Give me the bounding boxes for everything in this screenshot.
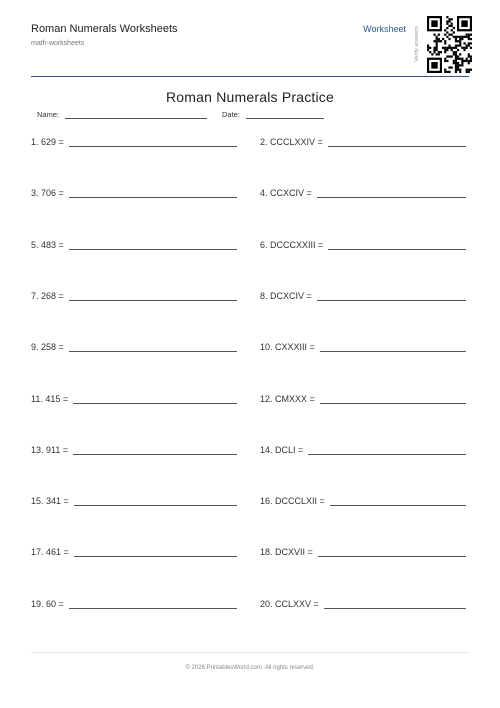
problem-text: 10. CXXXIII =	[260, 342, 315, 353]
problem-item	[260, 240, 466, 250]
answer-blank[interactable]	[320, 394, 466, 404]
footer-divider	[31, 652, 469, 653]
answer-blank[interactable]	[73, 394, 237, 404]
name-line[interactable]	[65, 110, 207, 119]
problem-text: 17. 461 =	[31, 547, 69, 558]
problem-text: 13. 911 =	[31, 444, 69, 455]
footer-copyright: © 2026 PrintablesWorld.com. All rights reserved.	[185, 665, 315, 671]
answer-blank[interactable]	[69, 240, 237, 250]
problem-item	[31, 394, 237, 404]
answer-blank[interactable]	[328, 240, 466, 250]
problem-text: 3. 706 =	[31, 188, 64, 199]
answer-blank[interactable]	[317, 188, 466, 198]
date-field[interactable]	[222, 110, 324, 119]
qr-code-icon[interactable]	[427, 16, 472, 73]
problem-item	[260, 445, 466, 455]
problem-item	[31, 188, 237, 198]
answer-blank[interactable]	[69, 188, 237, 198]
header-divider	[31, 76, 469, 77]
problem-text: 11. 415 =	[31, 393, 69, 404]
problem-text: 2. CCCLXXIV =	[260, 137, 323, 147]
answer-blank[interactable]	[318, 547, 466, 557]
problem-item	[31, 599, 237, 609]
verify-answers-label	[410, 20, 424, 68]
worksheet-tag: Worksheet	[363, 24, 406, 34]
problem-item	[31, 496, 237, 506]
answer-blank[interactable]	[317, 291, 466, 301]
problem-item	[260, 137, 466, 147]
answer-blank[interactable]	[69, 137, 237, 147]
problem-text: 1. 629 =	[31, 137, 64, 147]
answer-blank[interactable]	[320, 342, 466, 352]
problem-item	[260, 547, 466, 557]
problem-item	[31, 342, 237, 352]
answer-blank[interactable]	[69, 599, 237, 609]
page-header	[31, 18, 469, 78]
problem-text: 6. DCCCXXIII =	[260, 239, 324, 250]
answer-blank[interactable]	[69, 342, 237, 352]
answer-blank[interactable]	[324, 599, 466, 609]
name-label: Name:	[37, 110, 60, 119]
problem-item	[31, 291, 237, 301]
problem-item	[260, 188, 466, 198]
problem-text: 9. 258 =	[31, 342, 64, 353]
problem-item	[260, 496, 466, 506]
problem-text: 18. DCXVII =	[260, 547, 313, 558]
problem-text: 19. 60 =	[31, 598, 64, 609]
date-label: Date:	[222, 110, 240, 119]
problem-item	[260, 342, 466, 352]
name-field[interactable]	[37, 110, 207, 119]
site-subtitle: math-worksheets	[31, 40, 85, 47]
problem-text: 16. DCCCLXII =	[260, 496, 325, 507]
problem-item	[260, 291, 466, 301]
verify-answers-text: Verify answers	[414, 26, 420, 62]
problem-item	[31, 445, 237, 455]
worksheet-title: Roman Numerals Practice	[166, 89, 334, 105]
site-title: Roman Numerals Worksheets	[31, 23, 178, 35]
date-line[interactable]	[246, 110, 324, 119]
problem-item	[31, 240, 237, 250]
problem-text: 20. CCLXXV =	[260, 598, 319, 609]
answer-blank[interactable]	[74, 496, 237, 506]
answer-blank[interactable]	[74, 547, 237, 557]
answer-blank[interactable]	[69, 291, 237, 301]
problem-item	[31, 547, 237, 557]
answer-blank[interactable]	[330, 496, 466, 506]
problem-item	[260, 394, 466, 404]
answer-blank[interactable]	[73, 445, 237, 455]
problem-text: 15. 341 =	[31, 496, 69, 507]
problem-text: 4. CCXCIV =	[260, 188, 312, 199]
problem-text: 7. 268 =	[31, 290, 64, 301]
answer-blank[interactable]	[308, 445, 466, 455]
problem-item	[31, 137, 237, 147]
problem-text: 5. 483 =	[31, 239, 64, 250]
problem-text: 12. CMXXX =	[260, 393, 315, 404]
problem-text: 8. DCXCIV =	[260, 290, 312, 301]
problem-text: 14. DCLI =	[260, 444, 304, 455]
answer-blank[interactable]	[328, 137, 466, 147]
problem-item	[260, 599, 466, 609]
